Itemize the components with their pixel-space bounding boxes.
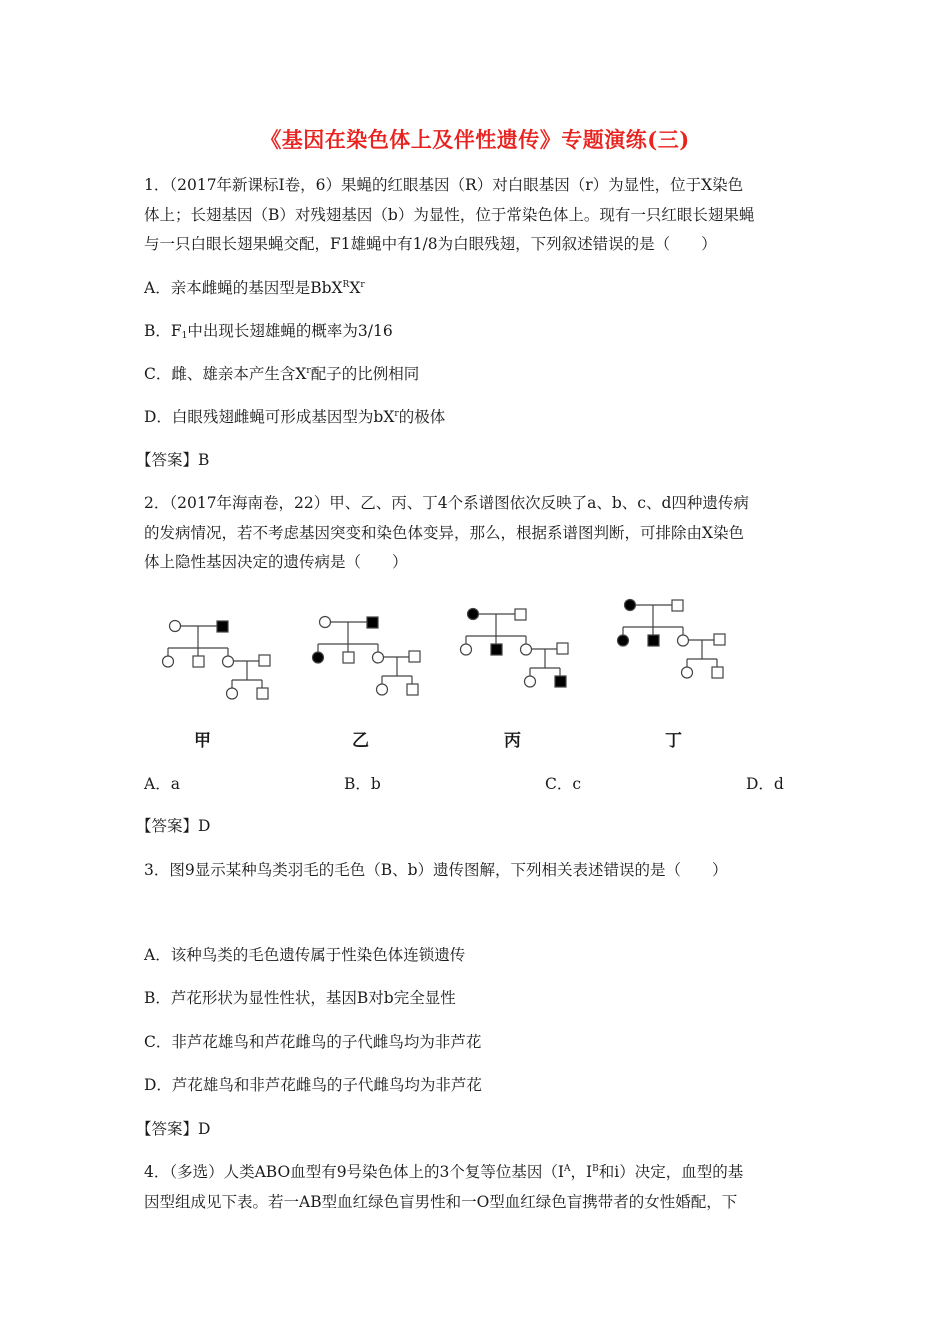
q1-answer: 【答案】B	[136, 451, 210, 469]
q3-option-a: A．该种鸟类的毛色遗传属于性染色体连锁遗传	[144, 946, 466, 964]
q4-stem-line-1: 4．（多选）人类ABO血型有9号染色体上的3个复等位基因（$I^A$，$I^B$和i）决定，血型的基	[144, 1163, 744, 1181]
q2-option-c: C．c	[545, 775, 582, 793]
page-title: 《基因在染色体上及伴性遗传》专题演练(三)	[260, 127, 690, 152]
q4-stem-line-2: 因型组成见下表。若一AB型血红绿色盲男性和一O型血红绿色盲携带者的女性婚配，下	[144, 1193, 738, 1211]
pedigree-label-bing: 丙	[504, 731, 521, 751]
q1-stem-line-3: 与一只白眼长翅果蝇交配，F1雄蝇中有1/8为白眼残翅，下列叙述错误的是（ ）	[144, 235, 717, 253]
q2-answer: 【答案】D	[136, 817, 211, 835]
q1-option-c: C．雌、雄亲本产生含$X^r$配子的比例相同	[144, 365, 420, 383]
q2-stem-line-1: 2．（2017年海南卷，22）甲、乙、丙、丁4个系谱图依次反映了a、b、c、d四种遗传病	[144, 494, 749, 512]
q2-option-a: A．a	[144, 775, 180, 793]
q2-stem-line-2: 的发病情况，若不考虑基因突变和染色体变异，那么，根据系谱图判断，可排除由X染色	[144, 524, 745, 542]
pedigree-label-ding: 丁	[665, 731, 682, 751]
pedigree-jia	[163, 621, 271, 700]
q1-stem-line-1: 1．（2017年新课标Ⅰ卷，6）果蝇的红眼基因（R）对白眼基因（r）为显性，位于X染色	[144, 176, 744, 194]
q3-option-c: C．非芦花雄鸟和芦花雌鸟的子代雌鸟均为非芦花	[144, 1033, 482, 1051]
pedigree-figure	[150, 590, 740, 710]
pedigree-label-yi: 乙	[352, 731, 369, 751]
q1-option-a: A．亲本雌蝇的基因型是$BbX^RX^r$	[144, 279, 365, 297]
q3-answer: 【答案】D	[136, 1120, 211, 1138]
q2-option-b: B．b	[344, 775, 381, 793]
q2-option-d: D．d	[746, 775, 784, 793]
q3-option-d: D．芦花雄鸟和非芦花雌鸟的子代雌鸟均为非芦花	[144, 1076, 482, 1094]
pedigree-yi	[313, 617, 421, 696]
pedigree-ding	[618, 600, 726, 679]
q1-stem-line-2: 体上；长翅基因（B）对残翅基因（b）为显性，位于常染色体上。现有一只红眼长翅果蝇	[144, 206, 755, 224]
pedigree-bing	[461, 609, 569, 688]
pedigree-label-jia: 甲	[194, 731, 211, 751]
q3-stem: 3．图9显示某种鸟类羽毛的毛色（B、b）遗传图解，下列相关表述错误的是（ ）	[144, 861, 728, 879]
q1-option-d: D．白眼残翅雌蝇可形成基因型为$bX^r$的极体	[144, 408, 446, 426]
q1-option-b: B．$F_1$中出现长翅雄蝇的概率为3/16	[144, 322, 393, 341]
q2-stem-line-3: 体上隐性基因决定的遗传病是（ ）	[144, 553, 408, 571]
q3-option-b: B．芦花形状为显性性状，基因B对b完全显性	[144, 989, 456, 1007]
